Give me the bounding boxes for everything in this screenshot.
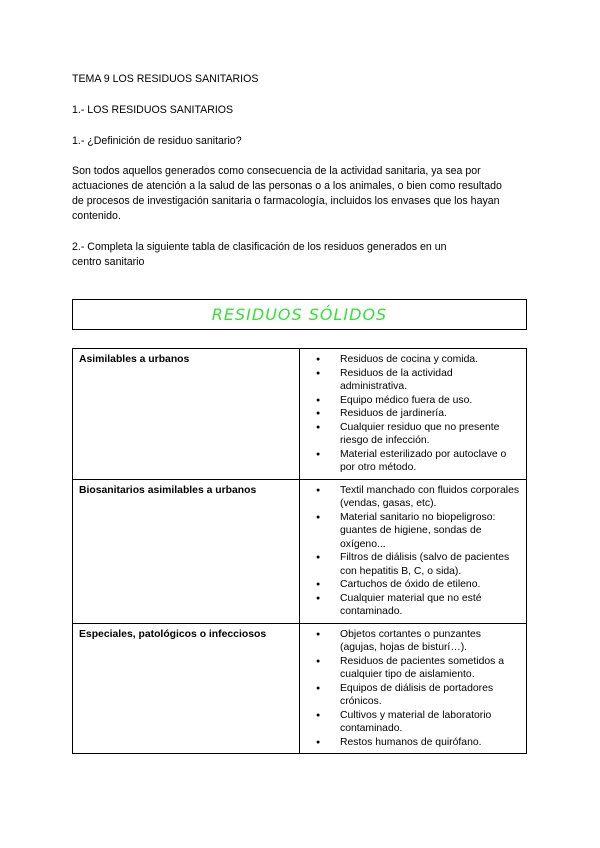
section-title: 1.- LOS RESIDUOS SANITARIOS — [72, 104, 234, 116]
list-item: ● Restos humanos de quirófano. — [306, 736, 520, 750]
category-cell: Biosanitarios asimilables a urbanos — [73, 479, 300, 623]
question-1: 1.- ¿Definición de residuo sanitario? — [72, 135, 242, 147]
list-item: ● Equipo médico fuera de uso. — [306, 394, 520, 408]
classification-table — [72, 348, 527, 754]
list-item: ● Cartuchos de óxido de etileno. — [306, 578, 520, 592]
list-item: ● Filtros de diálisis (salvo de pacientes con hepatitis B, C, o sida). — [306, 551, 520, 578]
list-item: ● Material esterilizado por autoclave o por otro método. — [306, 448, 520, 475]
list-item: ● Cualquier residuo que no presente riesgo de infección. — [306, 421, 520, 448]
table-title: RESIDUOS SÓLIDOS — [211, 305, 388, 324]
table-row — [73, 623, 527, 754]
answer-line: de procesos de investigación sanitaria o farmacología, incluidos los envases que los hayan — [72, 195, 500, 207]
list-item: ● Residuos de jardinería. — [306, 407, 520, 421]
items-cell — [300, 479, 527, 623]
items-list — [306, 628, 520, 750]
items-cell — [300, 349, 527, 480]
question-2-line: centro sanitario — [72, 256, 145, 268]
category-cell: Asimilables a urbanos — [73, 349, 300, 480]
answer-paragraph — [72, 164, 542, 224]
items-list — [306, 353, 520, 475]
table-row — [73, 479, 527, 623]
list-item: ● Residuos de pacientes sometidos a cualquier tipo de aislamiento. — [306, 655, 520, 682]
answer-line: actuaciones de atención a la salud de las personas o a los animales, o bien como resultado — [72, 180, 502, 192]
answer-line: contenido. — [72, 210, 121, 222]
items-list — [306, 484, 520, 619]
question-2 — [72, 240, 542, 270]
document-heading: TEMA 9 LOS RESIDUOS SANITARIOS — [72, 73, 259, 85]
list-item: ● Textil manchado con fluidos corporales (vendas, gasas, etc). — [306, 484, 520, 511]
list-item: ● Cultivos y material de laboratorio contaminado. — [306, 709, 520, 736]
list-item: ● Residuos de la actividad administrativa. — [306, 367, 520, 394]
question-2-line: 2.- Completa la siguiente tabla de clasificación de los residuos generados en un — [72, 241, 447, 253]
items-cell — [300, 623, 527, 754]
list-item: ● Residuos de cocina y comida. — [306, 353, 520, 367]
table-row — [73, 349, 527, 480]
list-item: ● Cualquier material que no esté contaminado. — [306, 592, 520, 619]
list-item: ● Objetos cortantes o punzantes (agujas, hojas de bisturí…). — [306, 628, 520, 655]
category-cell: Especiales, patológicos o infecciosos — [73, 623, 300, 754]
list-item: ● Material sanitario no biopeligroso: guantes de higiene, sondas de oxígeno... — [306, 511, 520, 552]
table-title-box — [72, 299, 527, 330]
answer-line: Son todos aquellos generados como consecuencia de la actividad sanitaria, ya sea por — [72, 165, 481, 177]
list-item: ● Equipos de diálisis de portadores crónicos. — [306, 682, 520, 709]
